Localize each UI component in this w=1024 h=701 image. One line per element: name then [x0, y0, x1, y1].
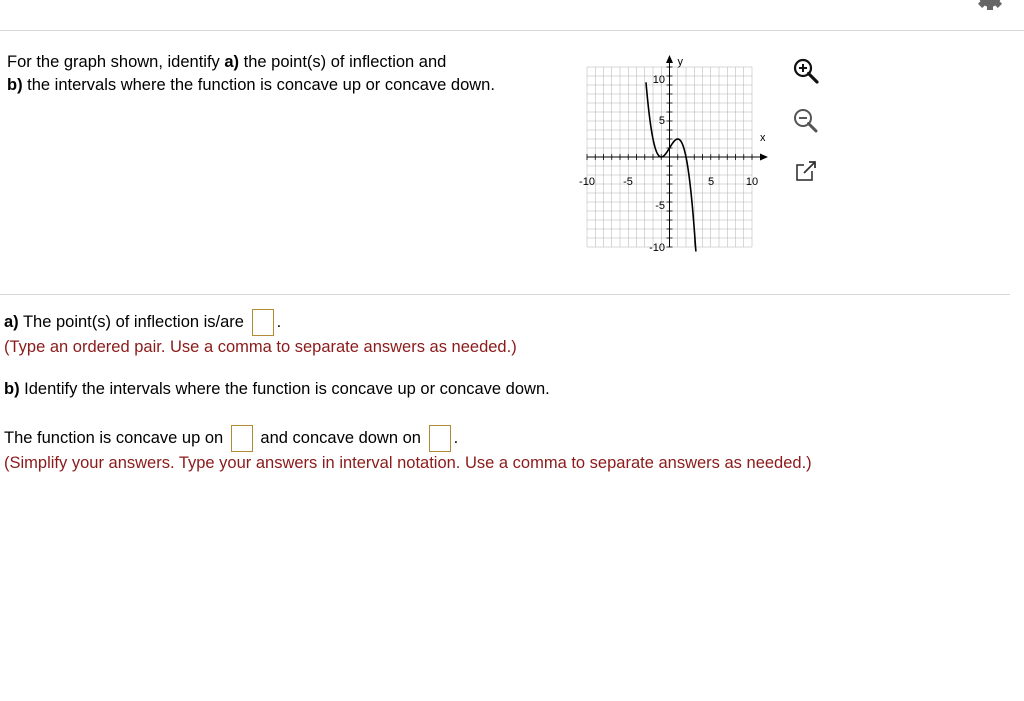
concave-up-answer-box[interactable]	[231, 425, 253, 452]
part-a-prompt: a) The point(s) of inflection is/are .	[4, 309, 281, 336]
section-divider	[0, 294, 1010, 295]
open-new-window-icon	[791, 156, 821, 186]
y-axis-label: y	[677, 56, 683, 68]
question-text: For the graph shown, identify a) the point(s) of inflection and b) the intervals where the function is concave up or concave down.	[7, 53, 495, 94]
function-curve	[646, 82, 696, 251]
x-tick-label: -5	[623, 176, 633, 188]
zoom-in-button[interactable]	[791, 56, 821, 86]
x-axis-arrow	[760, 154, 768, 161]
concavity-answer-line: The function is concave up on and concave down on .	[4, 425, 458, 452]
y-axis-arrow	[666, 55, 673, 63]
settings-gear-icon[interactable]	[972, 0, 1008, 18]
zoom-out-button[interactable]	[791, 106, 821, 136]
concave-down-answer-box[interactable]	[429, 425, 451, 452]
x-axis-label: x	[760, 132, 766, 144]
x-tick-label: 5	[707, 176, 715, 188]
top-divider	[0, 30, 1024, 31]
zoom-in-icon	[791, 56, 821, 86]
y-tick-label: 5	[658, 115, 665, 127]
function-graph	[572, 55, 772, 255]
open-new-window-button[interactable]	[791, 156, 821, 186]
part-b-prompt: b) Identify the intervals where the function is concave up or concave down.	[4, 380, 550, 398]
part-b-hint: (Simplify your answers. Type your answers in interval notation. Use a comma to separate answers as needed.)	[4, 454, 812, 472]
zoom-out-icon	[791, 106, 821, 136]
y-tick-label: -10	[649, 242, 665, 254]
y-tick-label: 10	[652, 74, 665, 86]
y-tick-label: -5	[655, 200, 665, 212]
inflection-point-answer-box[interactable]	[252, 309, 274, 336]
x-tick-label: -10	[579, 176, 595, 188]
x-tick-label: 10	[745, 176, 759, 188]
part-a-hint: (Type an ordered pair. Use a comma to separate answers as needed.)	[4, 338, 517, 356]
